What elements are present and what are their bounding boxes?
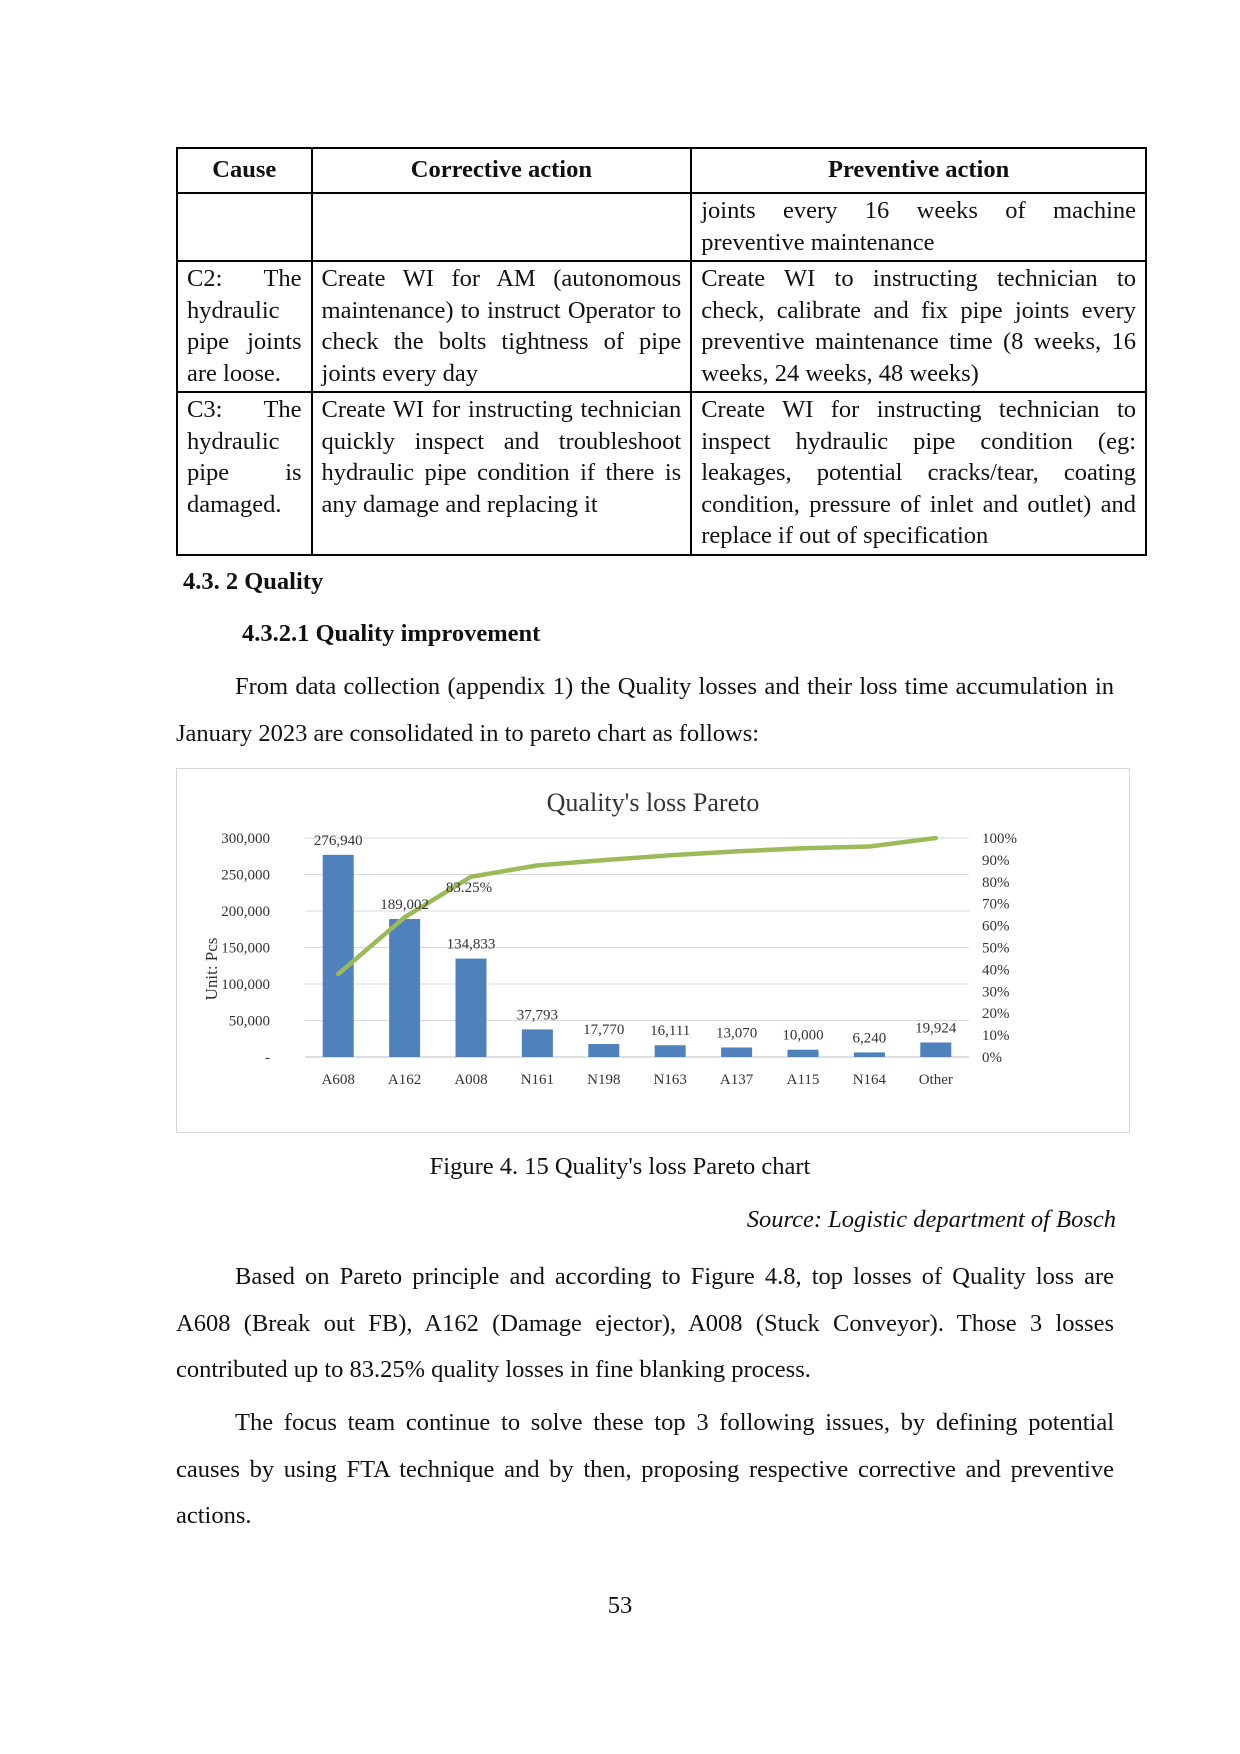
y2-tick-label: 70% — [982, 896, 1010, 913]
bar-data-label: 10,000 — [782, 1027, 824, 1044]
x-tick-label: A008 — [454, 1072, 488, 1088]
y-tick-label: 150,000 — [221, 940, 270, 957]
table-header-row — [177, 148, 1146, 193]
x-tick-label: A608 — [321, 1072, 355, 1088]
y2-tick-label: 90% — [982, 852, 1010, 869]
x-tick-label: A137 — [719, 1072, 754, 1088]
figure-caption: Figure 4. 15 Quality's loss Pareto chart — [429, 1153, 811, 1180]
y-tick-label: 250,000 — [221, 867, 270, 884]
y2-tick-label: 60% — [982, 918, 1010, 935]
bar-data-label: 19,924 — [915, 1020, 957, 1037]
y2-tick-label: 20% — [982, 1006, 1010, 1023]
y-tick-label: 300,000 — [221, 831, 270, 847]
bar — [588, 1044, 619, 1057]
cell-preventive: joints every 16 weeks of machine preventive maintenance — [691, 193, 1146, 261]
paragraph-intro-text: From data collection (appendix 1) the Quality losses and their loss time accumulation in January 2023 are consolidated in to pareto chart as follows: — [176, 673, 1114, 747]
cell-corrective: Create WI for AM (autonomous maintenance) to instruct Operator to check the bolts tightness of pipe joints every day — [312, 261, 692, 392]
cell-preventive: Create WI to instructing technician to check, calibrate and fix pipe joints every preventive maintenance time (8 weeks, 16 weeks, 24 weeks, 48 weeks) — [691, 261, 1146, 392]
x-tick-label: A115 — [786, 1072, 820, 1088]
y-tick-label: 200,000 — [221, 904, 270, 920]
table-row — [177, 193, 1146, 261]
page-number: 53 — [607, 1592, 633, 1619]
chart-ylabel: Unit: Pcs — [202, 937, 221, 1001]
header-preventive: Preventive action — [691, 148, 1146, 193]
bar — [655, 1045, 686, 1057]
paragraph-next-steps-text: The focus team continue to solve these top 3 following issues, by defining potential causes by using FTA technique and by then, proposing respective corrective and preventive actions. — [176, 1409, 1114, 1529]
y2-tick-label: 100% — [982, 831, 1017, 847]
header-corrective: Corrective action — [312, 148, 692, 193]
y-tick-label: 100,000 — [221, 977, 270, 993]
paragraph-analysis-text: Based on Pareto principle and according to Figure 4.8, top losses of Quality loss are A608 (Break out FB), A162 (Damage ejector), A008 (Stuck Conveyor). Those 3 losses contributed up to 83.25% quality losses in fine blanking process. — [176, 1263, 1114, 1383]
y-tick-label: 50,000 — [228, 1013, 270, 1030]
x-tick-label: Other — [918, 1072, 953, 1088]
pareto-chart — [176, 768, 1130, 1133]
table-row — [177, 392, 1146, 555]
bar — [389, 919, 420, 1057]
bar-data-label: 17,770 — [583, 1022, 625, 1039]
bar-data-label: 134,833 — [446, 936, 496, 953]
bar — [721, 1047, 752, 1057]
cell-cause: C2: The hydraulic pipe joints are loose. — [177, 261, 312, 392]
paragraph-analysis — [176, 1254, 1114, 1394]
figure-source: Source: Logistic department of Bosch — [746, 1206, 1116, 1233]
cell-corrective: Create WI for instructing technician quickly inspect and troubleshoot hydraulic pipe condition if there is any damage and replacing it — [312, 392, 692, 555]
y-tick-label: - — [265, 1050, 270, 1066]
cause-action-table — [176, 147, 1147, 556]
paragraph-next-steps — [176, 1400, 1114, 1540]
y2-tick-label: 30% — [982, 984, 1010, 1001]
bar-data-label: 16,111 — [650, 1023, 691, 1040]
bar — [522, 1029, 553, 1057]
chart-title: Quality's loss Pareto — [546, 788, 760, 817]
x-tick-label: A162 — [387, 1072, 422, 1088]
x-tick-label: N164 — [852, 1072, 887, 1088]
bar — [920, 1042, 951, 1057]
pareto-chart-svg — [177, 769, 1129, 1132]
paragraph-intro — [176, 664, 1114, 757]
x-tick-label: N198 — [587, 1072, 621, 1088]
bar-data-label: 276,940 — [313, 832, 363, 849]
bar-data-label: 37,793 — [516, 1007, 559, 1024]
cell-corrective — [312, 193, 692, 261]
bar — [456, 959, 487, 1057]
y2-tick-label: 10% — [982, 1028, 1010, 1045]
bar-data-label: 13,070 — [715, 1025, 758, 1042]
cell-preventive: Create WI for instructing technician to inspect hydraulic pipe condition (eg: leakages, potential cracks/tear, coating condition, pressure of inlet and outlet) and replace if out of specification — [691, 392, 1146, 555]
y2-tick-label: 50% — [982, 940, 1010, 957]
section-heading: 4.3. 2 Quality — [183, 568, 324, 595]
bar-data-label: 6,240 — [852, 1030, 887, 1047]
bar — [788, 1050, 819, 1057]
y2-tick-label: 0% — [982, 1050, 1002, 1066]
header-cause: Cause — [177, 148, 312, 193]
x-tick-label: N163 — [653, 1072, 687, 1088]
cell-cause — [177, 193, 312, 261]
x-tick-label: N161 — [520, 1072, 555, 1088]
cumulative-annotation: 83.25% — [445, 879, 493, 896]
y2-tick-label: 80% — [982, 874, 1010, 891]
bar — [854, 1052, 885, 1057]
subsection-heading: 4.3.2.1 Quality improvement — [242, 620, 541, 647]
table-row — [177, 261, 1146, 392]
y2-tick-label: 40% — [982, 962, 1010, 979]
bar — [323, 855, 354, 1057]
bar-data-label: 189,002 — [380, 897, 429, 914]
cell-cause: C3: The hydraulic pipe is damaged. — [177, 392, 312, 555]
